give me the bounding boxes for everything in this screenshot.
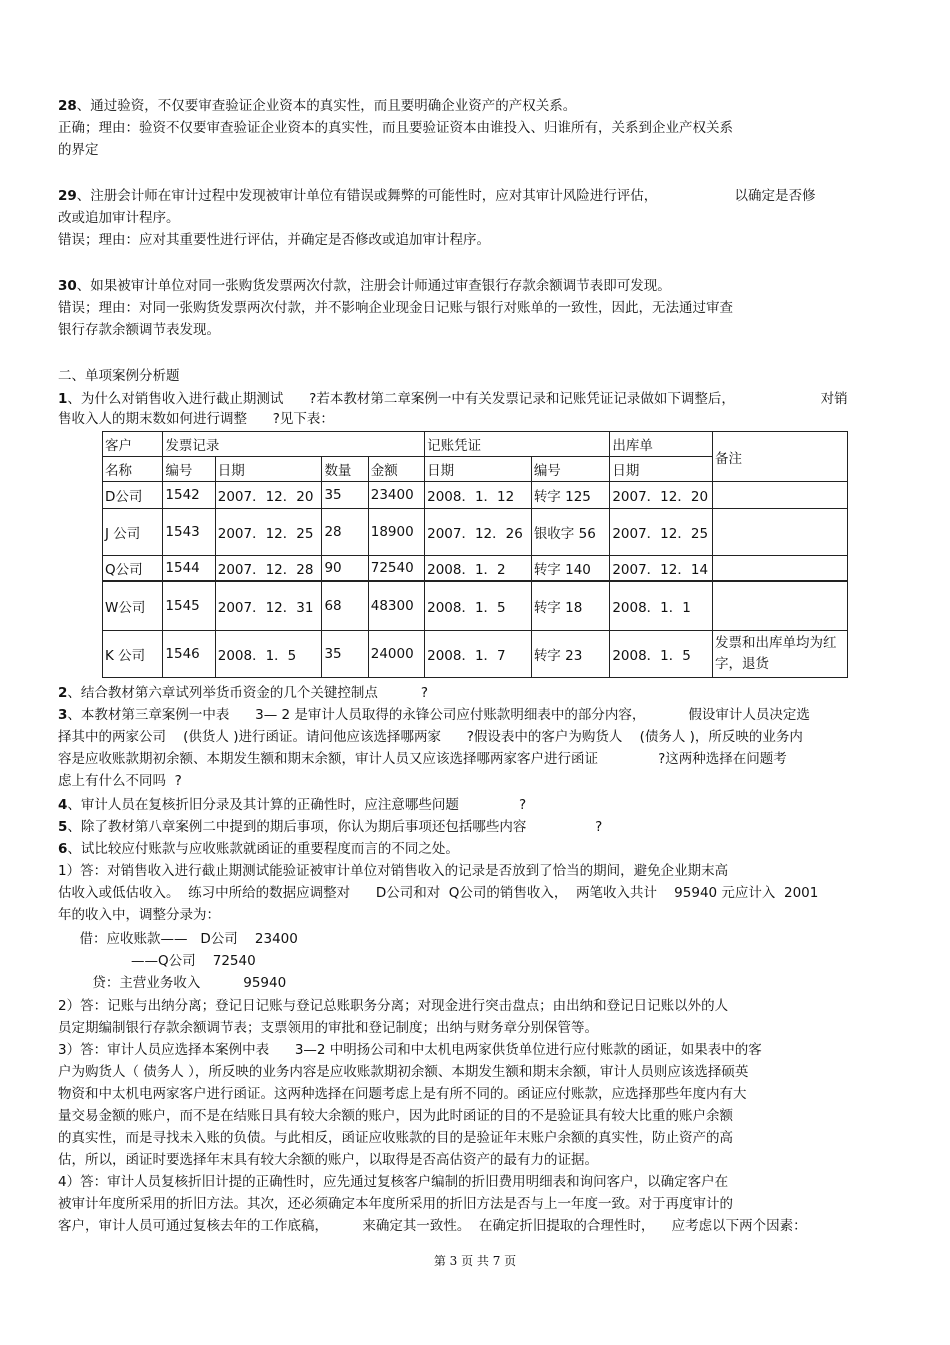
text-line bbox=[58, 277, 671, 295]
cell-vch-no: 转字 18 bbox=[531, 581, 610, 631]
cell-inv-no: 1546 bbox=[163, 631, 215, 678]
line-text: 正确；理由：验资不仅要审查验证企业资本的真实性，而且要验证资本由谁投入、归谁所有，关系到企业产权关系 bbox=[58, 120, 733, 136]
line-text: 、审计人员在复核折旧分录及其计算的正确性时，应注意哪些问题 ? bbox=[67, 797, 527, 813]
cell-inv-no: 1542 bbox=[163, 482, 215, 509]
text-line bbox=[58, 952, 256, 970]
item-number: 6 bbox=[58, 841, 68, 857]
text-line bbox=[58, 410, 334, 428]
cell-vch-date: 2008．1．12 bbox=[425, 482, 532, 509]
line-text: 、除了教材第八章案例二中提到的期后事项，你认为期后事项还包括哪些内容 ? bbox=[67, 819, 603, 835]
cell-vch-no: 银收字 56 bbox=[531, 509, 610, 556]
text-line bbox=[58, 840, 459, 858]
table-row bbox=[103, 631, 848, 678]
text-line bbox=[58, 884, 818, 902]
cell-qty: 35 bbox=[322, 631, 368, 678]
text-line bbox=[58, 706, 810, 724]
cell-remark bbox=[713, 581, 848, 631]
text-line bbox=[58, 231, 490, 249]
table-row bbox=[103, 509, 848, 556]
line-text: 量交易金额的账户，而不是在结账日具有较大余额的账户，因为此时函证的目的不是验证具有较大比重的账户余额 bbox=[58, 1108, 733, 1124]
cell-remark: 发票和出库单均为红字，退货 bbox=[713, 631, 848, 678]
text-line bbox=[58, 209, 180, 227]
line-text: 、为什么对销售收入进行截止期测试 ?若本教材第二章案例一中有关发票记录和记账凭证记录做如下调整后， 对销 bbox=[67, 391, 848, 407]
line-text: 银行存款余额调节表发现。 bbox=[58, 322, 220, 338]
cell-customer: K 公司 bbox=[103, 631, 163, 678]
item-number: 4 bbox=[58, 797, 68, 813]
subheader-quantity: 数量 bbox=[322, 457, 368, 482]
line-text: 二、单项案例分析题 bbox=[58, 368, 180, 384]
text-line bbox=[58, 750, 787, 768]
text-line bbox=[58, 1129, 733, 1147]
text-line bbox=[58, 1195, 733, 1213]
cell-inv-no: 1544 bbox=[163, 556, 215, 582]
cell-del-date: 2008．1．1 bbox=[610, 581, 713, 631]
text-line bbox=[58, 728, 803, 746]
table-row bbox=[103, 556, 848, 582]
subheader-invoice-date: 日期 bbox=[215, 457, 322, 482]
line-text: 客户，审计人员可通过复核去年的工作底稿， 来确定其一致性。 在确定折旧提取的合理性时， 应考虑以下两个因素： bbox=[58, 1218, 807, 1234]
text-line bbox=[58, 119, 733, 137]
cell-vch-date: 2008．1．2 bbox=[425, 556, 532, 582]
subheader-amount: 金额 bbox=[368, 457, 424, 482]
text-line bbox=[58, 1019, 598, 1037]
line-text: 的界定 bbox=[58, 142, 99, 158]
line-text: 售收入人的期末数如何进行调整 ?见下表： bbox=[58, 411, 334, 427]
text-line bbox=[58, 684, 428, 702]
subheader-voucher-date: 日期 bbox=[425, 457, 532, 482]
cell-vch-no: 转字 140 bbox=[531, 556, 610, 582]
line-text: 3）答：审计人员应选择本案例中表 3—2 中明扬公司和中太机电两家供货单位进行应付账款的函证，如果表中的客 bbox=[58, 1042, 762, 1058]
subheader-delivery-date: 日期 bbox=[610, 457, 713, 482]
item-number: 29 bbox=[58, 188, 77, 204]
line-text: 的真实性，而是寻找未入账的负债。与此相反，函证应收账款的目的是验证年末账户余额的真实性，防止资产的高 bbox=[58, 1130, 733, 1146]
cell-amount: 72540 bbox=[368, 556, 424, 582]
text-line bbox=[58, 930, 298, 948]
line-text: 物资和中太机电两家客户进行函证。这两种选择在问题考虑上是有所不同的。函证应付账款，应选择那些年度内有大 bbox=[58, 1086, 747, 1102]
cell-amount: 24000 bbox=[368, 631, 424, 678]
header-customer: 客户 bbox=[103, 432, 163, 457]
line-text: 年的收入中，调整分录为： bbox=[58, 907, 220, 923]
text-line bbox=[58, 1041, 762, 1059]
line-text: ——Q公司 72540 bbox=[58, 953, 256, 969]
text-line bbox=[58, 187, 816, 205]
line-text: 、结合教材第六章试列举货币资金的几个关键控制点 ? bbox=[67, 685, 428, 701]
header-vouchers: 记账凭证 bbox=[425, 432, 610, 457]
header-delivery-note: 出库单 bbox=[610, 432, 713, 457]
cell-amount: 48300 bbox=[368, 581, 424, 631]
cell-qty: 28 bbox=[322, 509, 368, 556]
cell-inv-date: 2007．12．31 bbox=[215, 581, 322, 631]
text-line bbox=[58, 1085, 747, 1103]
cell-qty: 35 bbox=[322, 482, 368, 509]
line-text: 2）答：记账与出纳分离；登记日记账与登记总账职务分离；对现金进行突击盘点；由出纳和登记日记账以外的人 bbox=[58, 998, 729, 1014]
cell-vch-date: 2007．12．26 bbox=[425, 509, 532, 556]
header-remark: 备注 bbox=[713, 432, 848, 482]
text-line bbox=[58, 997, 728, 1015]
item-number: 30 bbox=[58, 278, 77, 294]
cell-customer: J 公司 bbox=[103, 509, 163, 556]
cell-amount: 23400 bbox=[368, 482, 424, 509]
cell-qty: 68 bbox=[322, 581, 368, 631]
text-line bbox=[58, 772, 182, 790]
cell-del-date: 2007．12．20 bbox=[610, 482, 713, 509]
line-text: 、通过验资，不仅要审查验证企业资本的真实性，而且要明确企业资产的产权关系。 bbox=[76, 98, 577, 114]
line-text: 估收入或低估收入。 练习中所给的数据应调整对 D公司和对 Q公司的销售收入， 两笔收入共计 95940 元应计入 2001 bbox=[58, 885, 819, 901]
text-line bbox=[58, 299, 733, 317]
line-text: 户为购货人（ 债务人 ），所反映的业务内容是应收账款期初余额、本期发生额和期末余额，审计人员则应该选择硕英 bbox=[58, 1064, 749, 1080]
item-number: 28 bbox=[58, 98, 77, 114]
line-text: 估，所以，函证时要选择年末具有较大余额的账户，以取得是否高估资产的最有力的证据。 bbox=[58, 1152, 598, 1168]
cell-vch-no: 转字 125 bbox=[531, 482, 610, 509]
item-number: 2 bbox=[58, 685, 68, 701]
line-text: 、试比较应付账款与应收账款就函证的重要程度而言的不同之处。 bbox=[67, 841, 459, 857]
line-text: 虑上有什么不同吗 ? bbox=[58, 773, 182, 789]
cell-del-date: 2008．1．5 bbox=[610, 631, 713, 678]
line-text: 、注册会计师在审计过程中发现被审计单位有错误或舞弊的可能性时，应对其审计风险进行评估， 以确定是否修 bbox=[76, 188, 816, 204]
text-line bbox=[58, 367, 180, 385]
line-text: 员定期编制银行存款余额调节表；支票领用的审批和登记制度；出纳与财务章分别保管等。 bbox=[58, 1020, 598, 1036]
line-text: 被审计年度所采用的折旧方法。其次，还必须确定本年度所采用的折旧方法是否与上一年度一致。对于再度审计的 bbox=[58, 1196, 733, 1212]
line-text: 容是应收账款期初余额、本期发生额和期末余额，审计人员又应该选择哪两家客户进行函证 ?这两种选择在问题考 bbox=[58, 751, 787, 767]
cell-inv-date: 2007．12．25 bbox=[215, 509, 322, 556]
item-number: 5 bbox=[58, 819, 68, 835]
cell-qty: 90 bbox=[322, 556, 368, 582]
cell-del-date: 2007．12．14 bbox=[610, 556, 713, 582]
subheader-invoice-no: 编号 bbox=[163, 457, 215, 482]
text-line bbox=[58, 974, 286, 992]
cell-inv-no: 1543 bbox=[163, 509, 215, 556]
text-line bbox=[58, 1063, 748, 1081]
line-text: 错误；理由：应对其重要性进行评估，并确定是否修改或追加审计程序。 bbox=[58, 232, 490, 248]
subheader-voucher-no: 编号 bbox=[531, 457, 610, 482]
line-text: 贷：主营业务收入 95940 bbox=[58, 975, 287, 991]
subheader-customer-name: 名称 bbox=[103, 457, 163, 482]
text-line bbox=[58, 1151, 598, 1169]
text-line bbox=[58, 862, 728, 880]
cell-inv-date: 2007．12．20 bbox=[215, 482, 322, 509]
cell-inv-date: 2007．12．28 bbox=[215, 556, 322, 582]
item-number: 1 bbox=[58, 391, 68, 407]
header-invoice-records: 发票记录 bbox=[163, 432, 425, 457]
text-line bbox=[58, 1217, 807, 1235]
line-text: 错误；理由：对同一张购货发票两次付款，并不影响企业现金日记账与银行对账单的一致性，因此，无法通过审查 bbox=[58, 300, 733, 316]
cell-customer: Q公司 bbox=[103, 556, 163, 582]
cell-remark bbox=[713, 509, 848, 556]
text-line bbox=[58, 141, 99, 159]
text-line bbox=[58, 1173, 728, 1191]
line-text: 1）答：对销售收入进行截止期测试能验证被审计单位对销售收入的记录是否放到了恰当的期间，避免企业期末高 bbox=[58, 863, 729, 879]
item-number: 3 bbox=[58, 707, 68, 723]
cell-del-date: 2007．12．25 bbox=[610, 509, 713, 556]
cell-vch-no: 转字 23 bbox=[531, 631, 610, 678]
text-line bbox=[58, 97, 576, 115]
cell-inv-no: 1545 bbox=[163, 581, 215, 631]
cell-customer: D公司 bbox=[103, 482, 163, 509]
line-text: 择其中的两家公司 (供货人 )进行函证。请问他应该选择哪两家 ?假设表中的客户为购货人 (债务人 )，所反映的业务内 bbox=[58, 729, 803, 745]
cell-vch-date: 2008．1．5 bbox=[425, 581, 532, 631]
table-row bbox=[103, 581, 848, 631]
cell-customer: W公司 bbox=[103, 581, 163, 631]
line-text: 4）答：审计人员复核折旧计提的正确性时，应先通过复核客户编制的折旧费用明细表和询问客户，以确定客户在 bbox=[58, 1174, 729, 1190]
line-text: 、本教材第三章案例一中表 3— 2 是审计人员取得的永锋公司应付账款明细表中的部分内容， 假设审计人员决定选 bbox=[67, 707, 810, 723]
cell-remark bbox=[713, 482, 848, 509]
text-line bbox=[58, 321, 220, 339]
cell-vch-date: 2008．1．7 bbox=[425, 631, 532, 678]
cell-amount: 18900 bbox=[368, 509, 424, 556]
text-line bbox=[58, 818, 602, 836]
table-row bbox=[103, 482, 848, 509]
cell-remark bbox=[713, 556, 848, 582]
sales-record-table bbox=[102, 431, 848, 678]
text-line bbox=[58, 906, 220, 924]
line-text: 改或追加审计程序。 bbox=[58, 210, 180, 226]
line-text: 借：应收账款—— D公司 23400 bbox=[58, 931, 298, 947]
text-line bbox=[58, 796, 526, 814]
page-footer: 第 3 页 共 7 页 bbox=[433, 1254, 517, 1268]
text-line bbox=[58, 390, 848, 408]
line-text: 、如果被审计单位对同一张购货发票两次付款，注册会计师通过审查银行存款余额调节表即可发现。 bbox=[76, 278, 671, 294]
text-line bbox=[58, 1107, 733, 1125]
cell-inv-date: 2008．1．5 bbox=[215, 631, 322, 678]
